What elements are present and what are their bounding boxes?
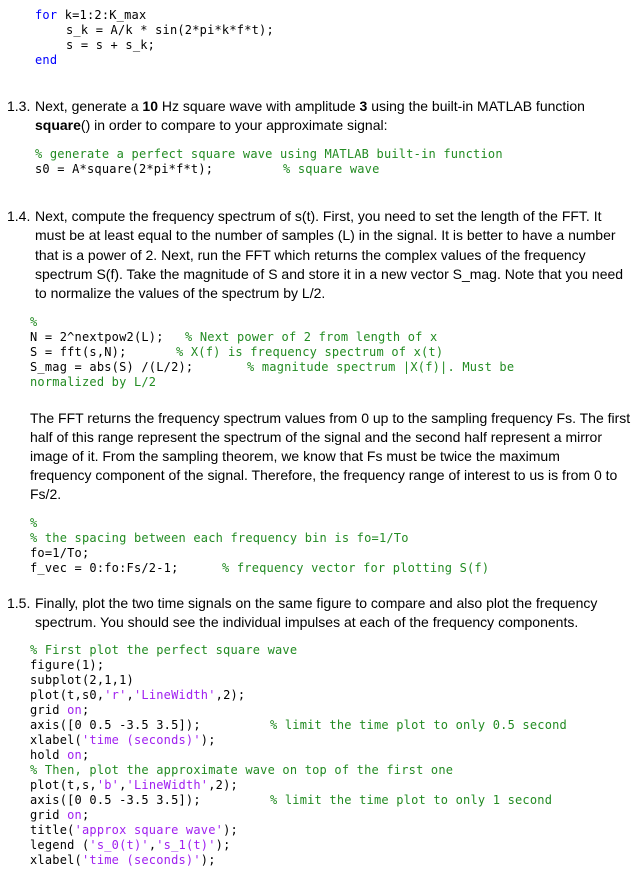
code-comment: % First plot the perfect square wave	[30, 643, 298, 657]
paragraph-line: image of it. From the sampling theorem, we know that Fs must be twice the maximum	[30, 448, 560, 464]
code-line: plot(t,s0,'r','LineWidth',2);	[30, 688, 246, 702]
paragraph-line: The FFT returns the frequency spectrum values from 0 up to the sampling frequency Fs. The first	[30, 410, 631, 426]
paragraph-line: spectrum S(f). Take the magnitude of S and store it in a new vector S_mag. Note that you need	[35, 266, 624, 282]
code-comment: % generate a perfect square wave using MATLAB built-in function	[35, 147, 503, 161]
paragraph-line: square() in order to compare to your approximate signal:	[35, 117, 388, 133]
code-line: f_vec = 0:fo:Fs/2-1;	[30, 561, 179, 575]
paragraph-line: Next, compute the frequency spectrum of s(t). First, you need to set the length of the FFT. It	[35, 208, 602, 224]
keyword: end	[35, 53, 58, 67]
paragraph-line: that is a power of 2. Next, run the FFT which returns the complex values of the frequency	[35, 247, 586, 263]
paragraph-line: frequency component of the signal. Therefore, the frequency range of interest to us is from 0 to	[30, 467, 618, 483]
code-comment: % Next power of 2 from length of x	[185, 330, 438, 344]
code-line: hold on;	[30, 748, 90, 762]
paragraph-line: Fs/2.	[30, 486, 62, 502]
code-line: subplot(2,1,1)	[30, 673, 134, 687]
code-line: S_mag = abs(S) /(L/2);	[30, 360, 194, 374]
section-number: 1.5.	[7, 595, 31, 611]
paragraph-line: half of this range represent the spectrum of the signal and the second half represent a mirror	[30, 429, 602, 445]
paragraph-line: Next, generate a 10 Hz square wave with amplitude 3 using the built-in MATLAB function	[35, 98, 585, 114]
code-comment: % magnitude spectrum |X(f)|. Must be	[247, 360, 515, 374]
code-line: axis([0 0.5 -3.5 3.5]);	[30, 718, 201, 732]
code-comment: % the spacing between each frequency bin is fo=1/To	[30, 531, 409, 545]
code-line: fo=1/To;	[30, 546, 90, 560]
code-line: xlabel('time (seconds)');	[30, 853, 216, 867]
code-line: figure(1);	[30, 658, 105, 672]
code-comment: % limit the time plot to only 1 second	[270, 793, 553, 807]
code-line: grid on;	[30, 703, 90, 717]
code-line: N = 2^nextpow2(L);	[30, 330, 164, 344]
paragraph-line: must be at least equal to the number of samples (L) in the signal. It is better to have a number	[35, 227, 616, 243]
code-comment: % Then, plot the approximate wave on top of the first one	[30, 763, 454, 777]
code-comment: % X(f) is frequency spectrum of x(t)	[176, 345, 444, 359]
code-line: title('approx square wave');	[30, 823, 238, 837]
code-line: for k=1:2:K_max	[35, 8, 147, 22]
section-number: 1.3.	[7, 98, 31, 114]
keyword: for	[35, 8, 58, 22]
code-comment: % square wave	[283, 162, 380, 176]
section-number: 1.4.	[7, 208, 31, 224]
code-line: plot(t,s,'b','LineWidth',2);	[30, 778, 238, 792]
code-line: s0 = A*square(2*pi*f*t);	[35, 162, 214, 176]
code-comment: % frequency vector for plotting S(f)	[222, 561, 490, 575]
code-line: grid on;	[30, 808, 90, 822]
code-line: legend ('s_0(t)','s_1(t)');	[30, 838, 231, 852]
code-comment: % limit the time plot to only 0.5 second	[270, 718, 567, 732]
paragraph-line: Finally, plot the two time signals on the same figure to compare and also plot the frequency	[35, 595, 598, 611]
code-line: S = fft(s,N);	[30, 345, 127, 359]
paragraph-line: spectrum. You should see the individual impulses at each of the frequency components.	[35, 614, 579, 630]
code-line: s = s + s_k;	[66, 38, 156, 52]
code-comment: %	[30, 315, 38, 329]
code-comment: %	[30, 516, 38, 530]
paragraph-line: to normalize the values of the spectrum by L/2.	[35, 285, 326, 301]
code-comment: normalized by L/2	[30, 375, 157, 389]
code-line: axis([0 0.5 -3.5 3.5]);	[30, 793, 201, 807]
code-line: s_k = A/k * sin(2*pi*k*f*t);	[66, 23, 274, 37]
code-line: xlabel('time (seconds)');	[30, 733, 216, 747]
